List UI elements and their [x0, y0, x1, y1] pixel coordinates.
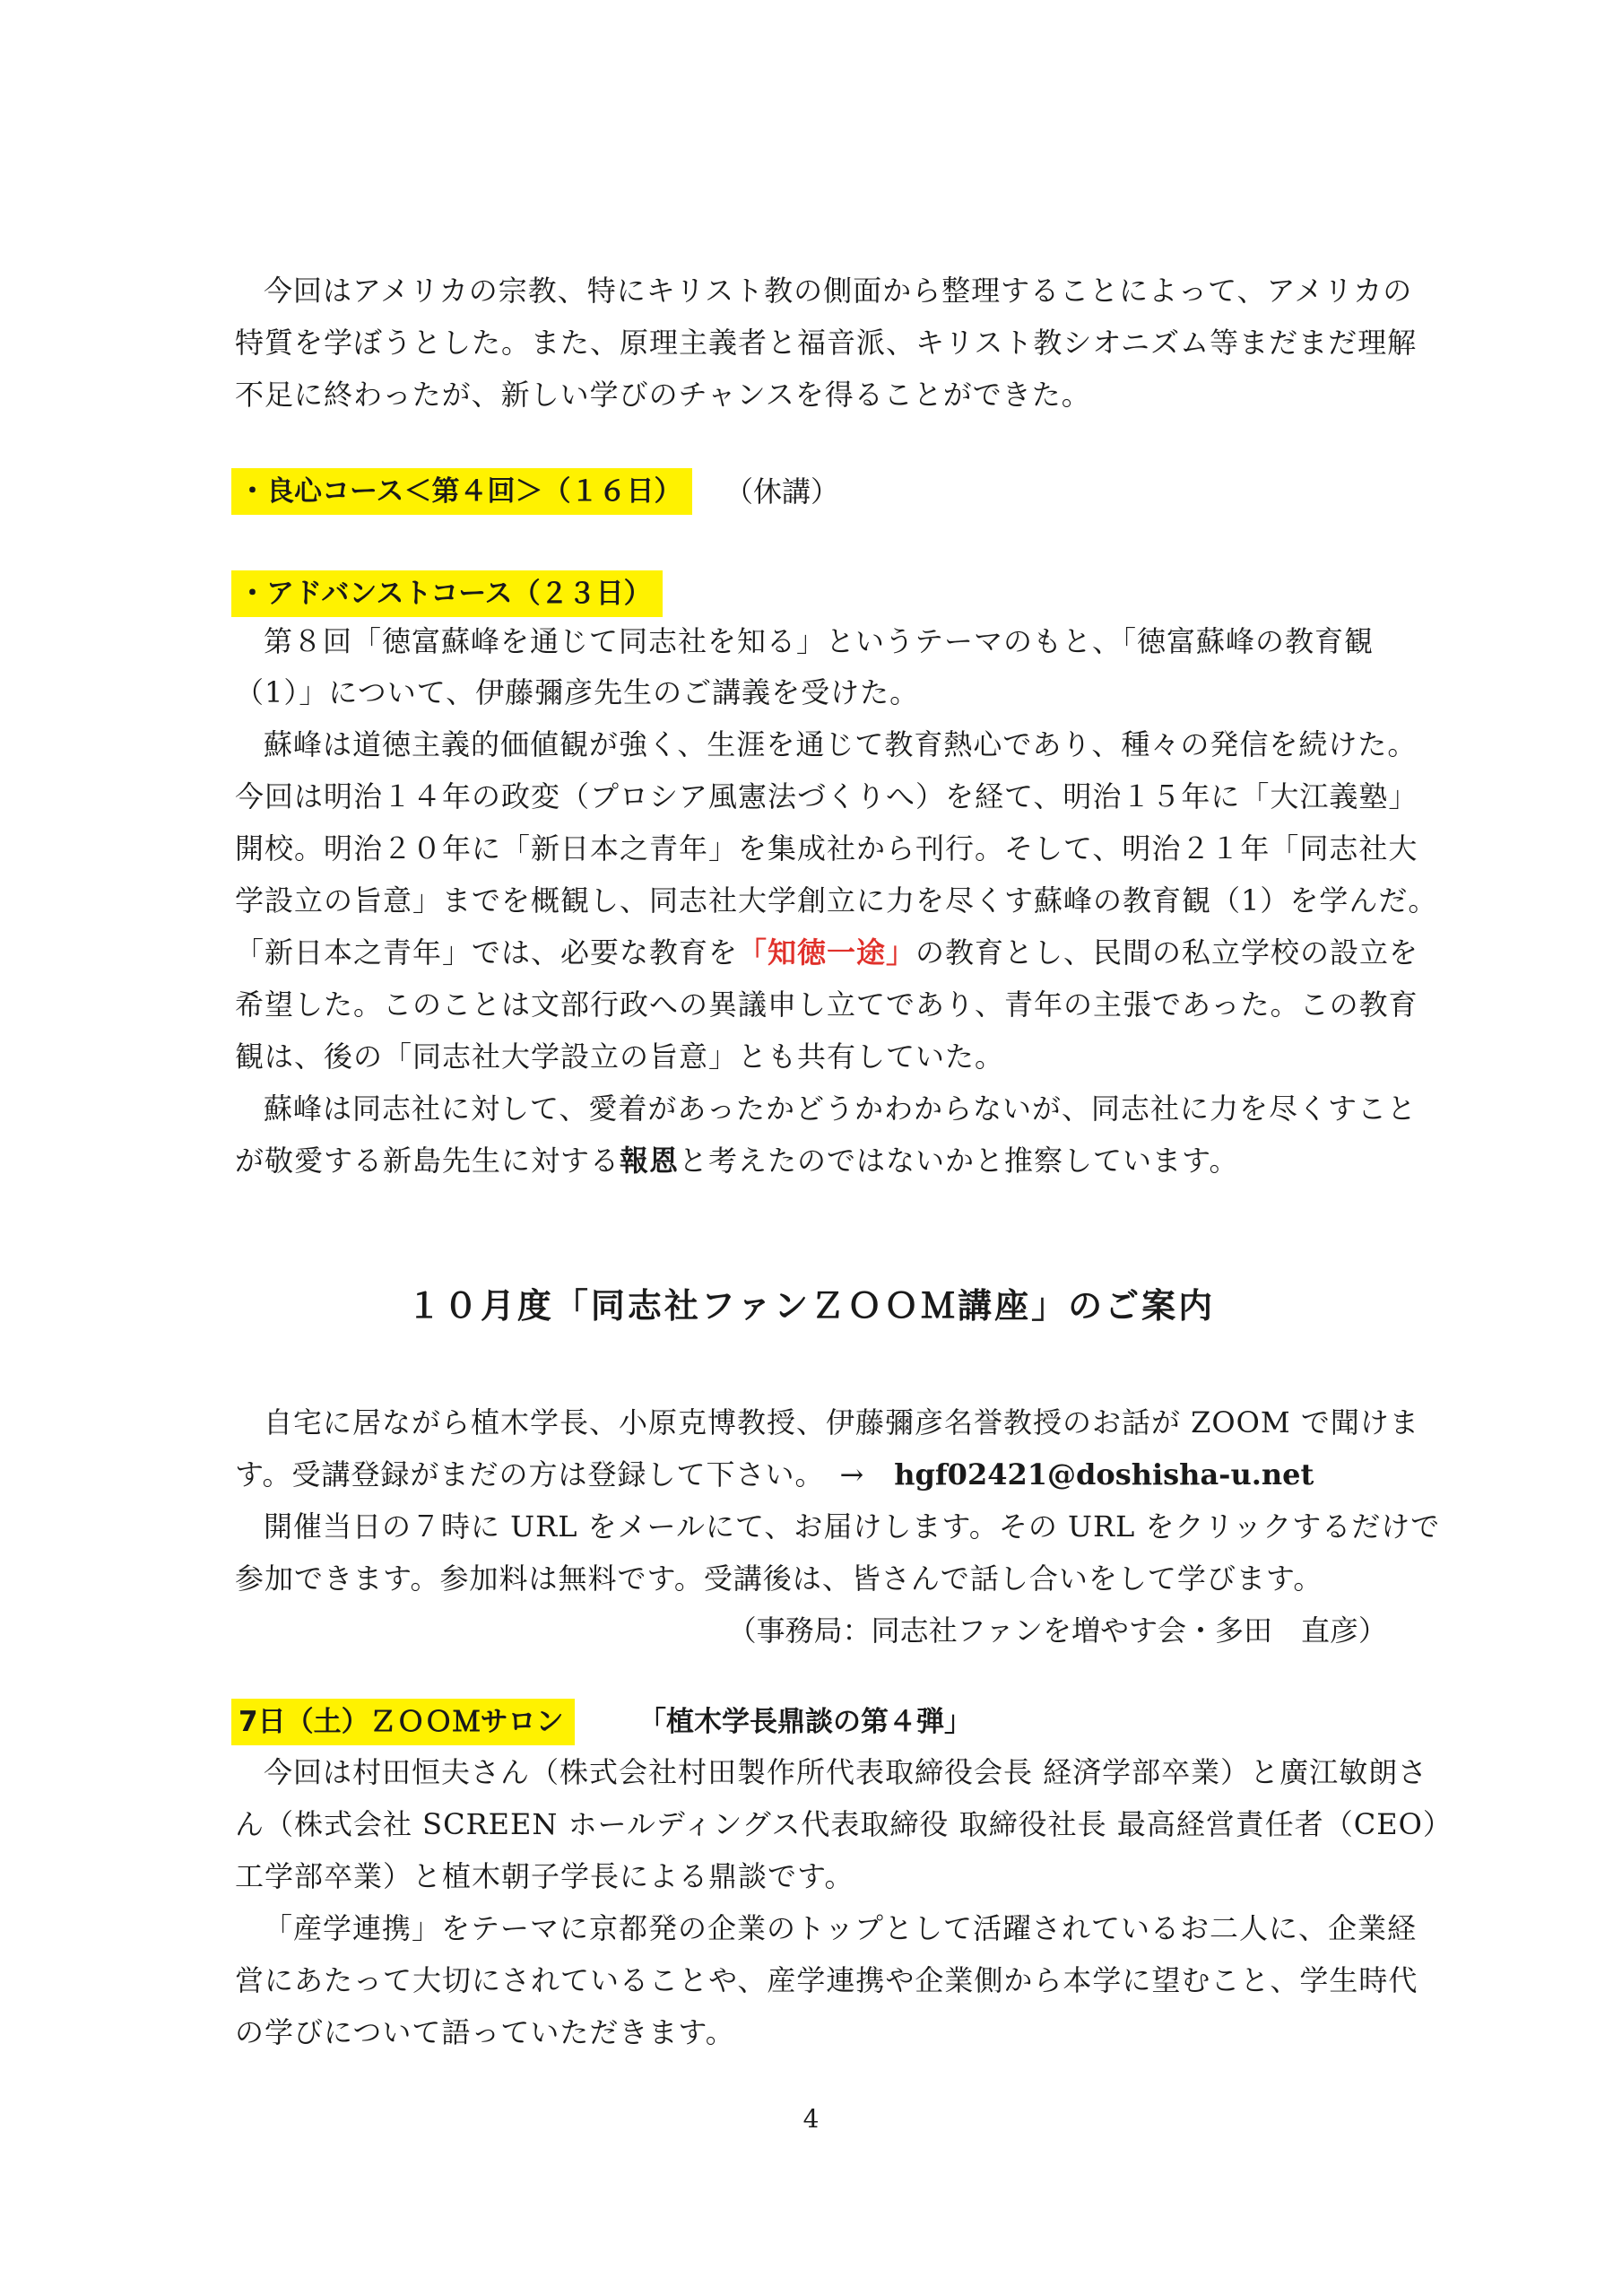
- advanced-course-label: ・アドバンストコース（２３日）: [231, 570, 663, 617]
- registration-email-link[interactable]: hgf02421@doshisha-u.net: [894, 1457, 1314, 1492]
- salon-line-1: 今回は村田恒夫さん（株式会社村田製作所代表取締役会長 経済学部卒業）と廣江敏朗さ: [264, 1755, 1428, 1789]
- salon-subtitle: 「植木学長鼎談の第４弾」: [638, 1706, 972, 1738]
- chitoku-itto-emphasis: 「知徳一途」: [738, 935, 916, 970]
- announcement-title: １０月度「同志社ファンＺＯＯＭ講座」のご案内: [406, 1286, 1216, 1326]
- salon-line-5: 営にあたって大切にされていることや、産学連携や企業側から本学に望むこと、学生時代: [235, 1963, 1418, 1997]
- advanced-p1-line-2: （1）」について、伊藤彌彦先生のご講義を受けた。: [235, 675, 920, 709]
- advanced-p2-line-3: 開校。明治２０年に「新日本之青年」を集成社から刊行。そして、明治２１年「同志社大: [235, 831, 1418, 865]
- advanced-p3-line-2-start: が敬愛する新島先生に対する: [235, 1144, 620, 1178]
- advanced-p2-line-2: 今回は明治１４年の政変（プロシア風憲法づくりへ）を経て、明治１５年に「大江義塾」: [235, 779, 1418, 813]
- advanced-p2-line-5: [235, 935, 1418, 970]
- announcement-line-4: 参加できます。参加料は無料です。受講後は、皆さんで話し合いをして学びます。: [235, 1561, 1323, 1596]
- announcement-line-2: [235, 1457, 1314, 1492]
- intro-line-3: 不足に終わったが、新しい学びのチャンスを得ることができた。: [235, 378, 1091, 412]
- advanced-p2-line-4: 学設立の旨意」までを概観し、同志社大学創立に力を尽くす蘇峰の教育観（1）を学んだ。: [235, 883, 1438, 918]
- intro-line-2: 特質を学ぼうとした。また、原理主義者と福音派、キリスト教シオニズム等まだまだ理解: [235, 326, 1418, 360]
- advanced-p2-line-5-end: の教育とし、民間の私立学校の設立を: [915, 935, 1419, 970]
- intro-line-1: 今回はアメリカの宗教、特にキリスト教の側面から整理することによって、アメリカの: [264, 274, 1413, 308]
- advanced-p2-line-1: 蘇峰は道徳主義的価値観が強く、生涯を通じて教育熱心であり、種々の発信を続けた。: [264, 727, 1418, 761]
- office-signature: （事務局：同志社ファンを増やす会・多田 直彦）: [727, 1613, 1387, 1648]
- hoon-emphasis: 報恩: [620, 1144, 680, 1178]
- announcement-line-1: 自宅に居ながら植木学長、小原克博教授、伊藤彌彦名誉教授のお話が ZOOM で聞けま: [264, 1405, 1419, 1439]
- advanced-p2-line-7: 観は、後の「同志社大学設立の旨意」とも共有していた。: [235, 1039, 1005, 1074]
- salon-line-6: の学びについて語っていただきます。: [235, 2015, 735, 2049]
- advanced-p3-line-1: 蘇峰は同志社に対して、愛着があったかどうかわからないが、同志社に力を尽くすこと: [264, 1091, 1418, 1126]
- ryoshin-course-note: （休講）: [724, 474, 840, 509]
- ryoshin-course-label: ・良心コース＜第４回＞（１６日）: [231, 468, 692, 515]
- announcement-line-2-text: す。受講登録がまだの方は登録して下さい。 →: [235, 1457, 895, 1492]
- advanced-p2-line-5-start: 「新日本之青年」では、必要な教育を: [235, 935, 739, 970]
- salon-line-3: 工学部卒業）と植木朝子学長による鼎談です。: [235, 1859, 854, 1893]
- advanced-p2-line-6: 希望した。このことは文部行政への異議申し立てであり、青年の主張であった。この教育: [235, 987, 1418, 1022]
- advanced-p3-line-2: [235, 1143, 1238, 1178]
- salon-line-2: ん（株式会社 SCREEN ホールディングス代表取締役 取締役社長 最高経営責任者（CEO）: [235, 1807, 1453, 1841]
- page-number: 4: [802, 2104, 820, 2134]
- salon-label: 7日（土）ＺＯＯＭサロン: [231, 1699, 575, 1745]
- advanced-p3-line-2-end: と考えたのではないかと推察しています。: [679, 1144, 1239, 1178]
- announcement-line-3: 開催当日の７時に URL をメールにて、お届けします。その URL をクリックするだけで: [264, 1509, 1441, 1544]
- salon-line-4: 「産学連携」をテーマに京都発の企業のトップとして活躍されているお二人に、企業経: [264, 1911, 1418, 1945]
- advanced-p1-line-1: 第８回「徳富蘇峰を通じて同志社を知る」というテーマのもと、「徳富蘇峰の教育観: [264, 624, 1375, 658]
